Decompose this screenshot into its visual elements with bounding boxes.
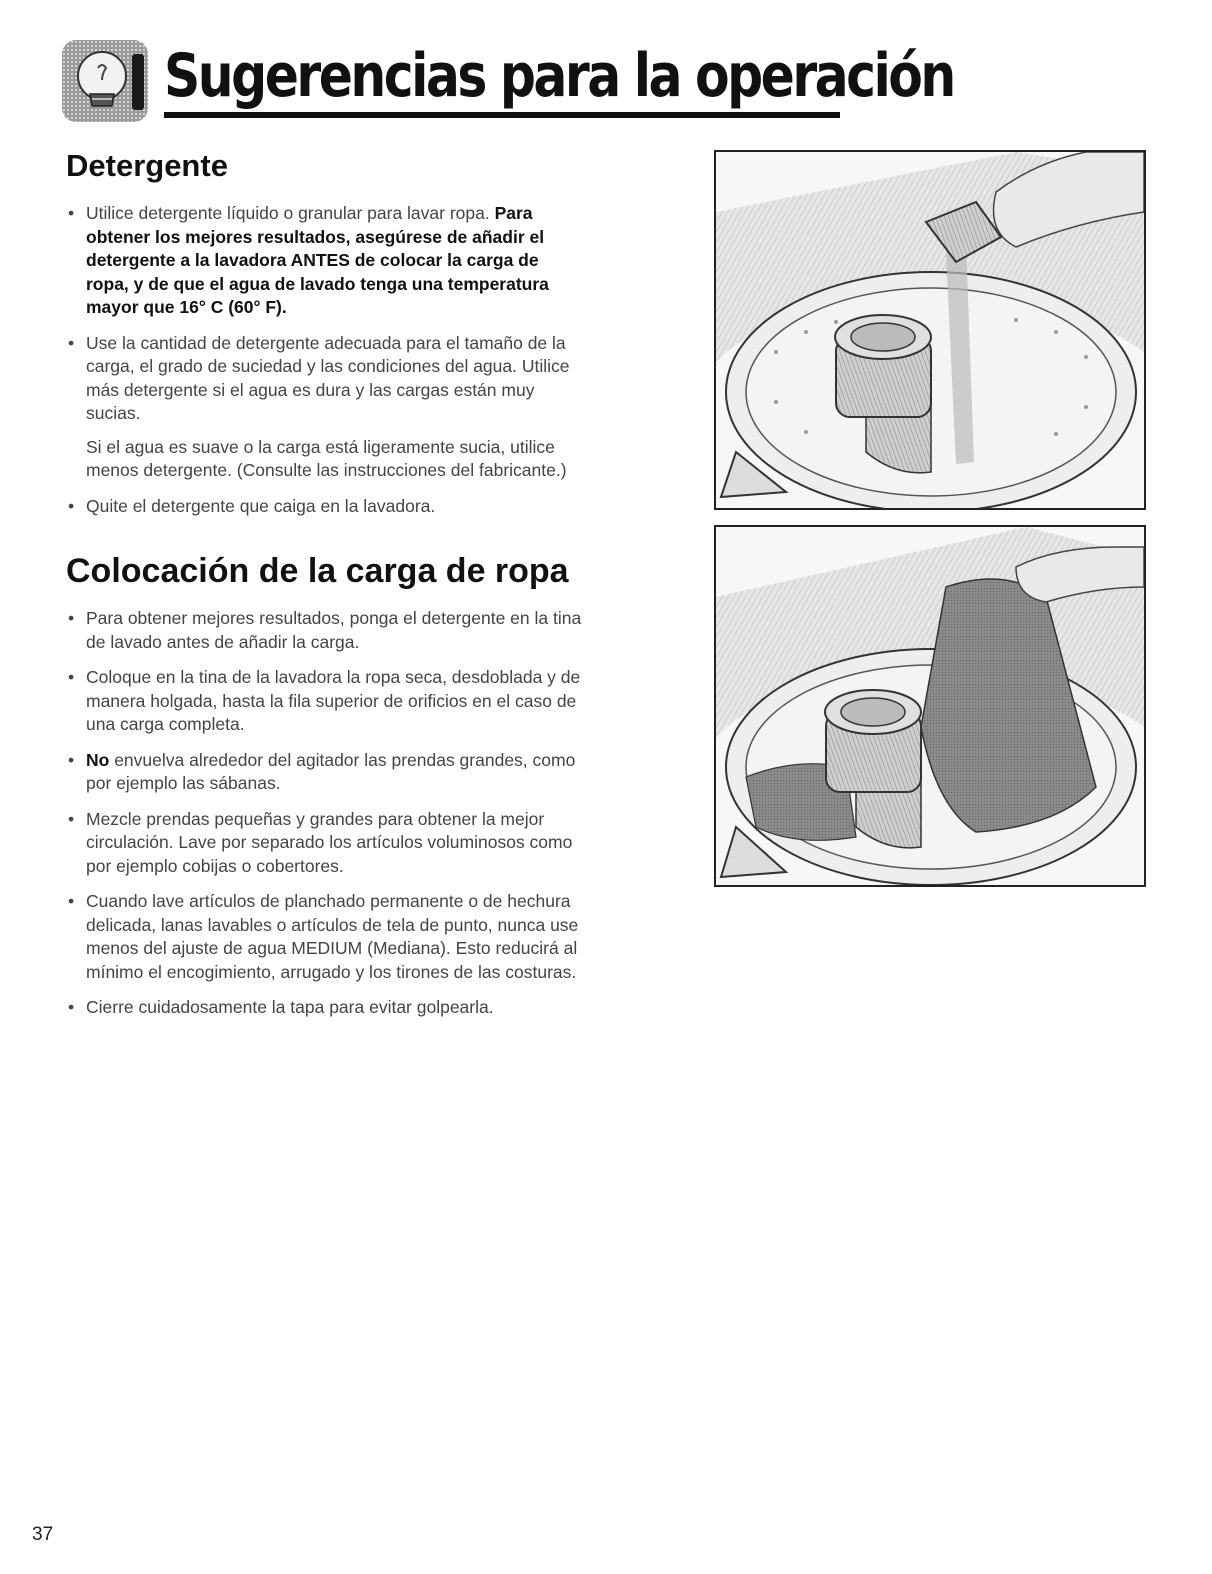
list-item: • Coloque en la tina de la lavadora la ropa seca, desdoblada y de manera holgada, hasta la fila superior de orificios en el caso de una carga completa. (66, 666, 586, 737)
list-item: • Cierre cuidadosamente la tapa para evitar golpearla. (66, 996, 586, 1020)
detergent-illustration (714, 150, 1146, 510)
page-title: Sugerencias para la operación (164, 41, 954, 111)
list-item-text: Utilice detergente líquido o granular para lavar ropa. (86, 203, 495, 223)
list-item: • Mezcle prendas pequeñas y grandes para obtener la mejor circulación. Lave por separado los artículos voluminosos como por ejemplo cobijas o cobertores. (66, 808, 586, 879)
detergente-note: Si el agua es suave o la carga está ligeramente sucia, utilice menos detergente. (Consulte las instrucciones del fabricante.) (86, 436, 567, 480)
list-item-text: envuelva alrededor del agitador las prendas grandes, como por ejemplo las sábanas. (86, 749, 576, 793)
detergente-list (66, 202, 586, 426)
list-item: • Use la cantidad de detergente adecuada para el tamaño de la carga, el grado de suciedad y las condiciones del agua. Utilice más detergente si el agua es dura y las cargas están muy sucias. (66, 332, 586, 426)
list-item: • Quite el detergente que caiga en la lavadora. (66, 495, 586, 519)
list-item-bold-text: Para obtener los mejores resultados, asegúrese de añadir el detergente a la lavadora ANTES de colocar la carga de ropa, y de que el agua de lavado tenga una temperatura mayor que 16° C (60° F). (86, 203, 549, 317)
lightbulb-icon (62, 40, 148, 122)
colocacion-list (66, 607, 586, 1020)
section-heading-colocacion: Colocación de la carga de ropa (66, 552, 569, 590)
title-underline (164, 112, 840, 118)
main-content (66, 140, 586, 1032)
list-item-bold-text: No (86, 749, 110, 770)
list-item (66, 202, 586, 320)
list-item: • Para obtener mejores resultados, ponga el detergente en la tina de lavado antes de añadir la carga. (66, 607, 586, 654)
page-header (62, 40, 954, 124)
loading-clothes-illustration (714, 525, 1146, 887)
list-item: • Cuando lave artículos de planchado permanente o de hechura delicada, lanas lavables o artículos de tela de punto, nunca use menos del ajuste de agua MEDIUM (Mediana). Esto reducirá al mínimo el encogimiento, arrugado y los tirones de las costuras. (66, 890, 586, 984)
list-item (66, 749, 586, 796)
page-number: 37 (32, 1524, 54, 1545)
detergente-list-continued (66, 495, 586, 519)
section-heading-detergente: Detergente (66, 148, 228, 183)
